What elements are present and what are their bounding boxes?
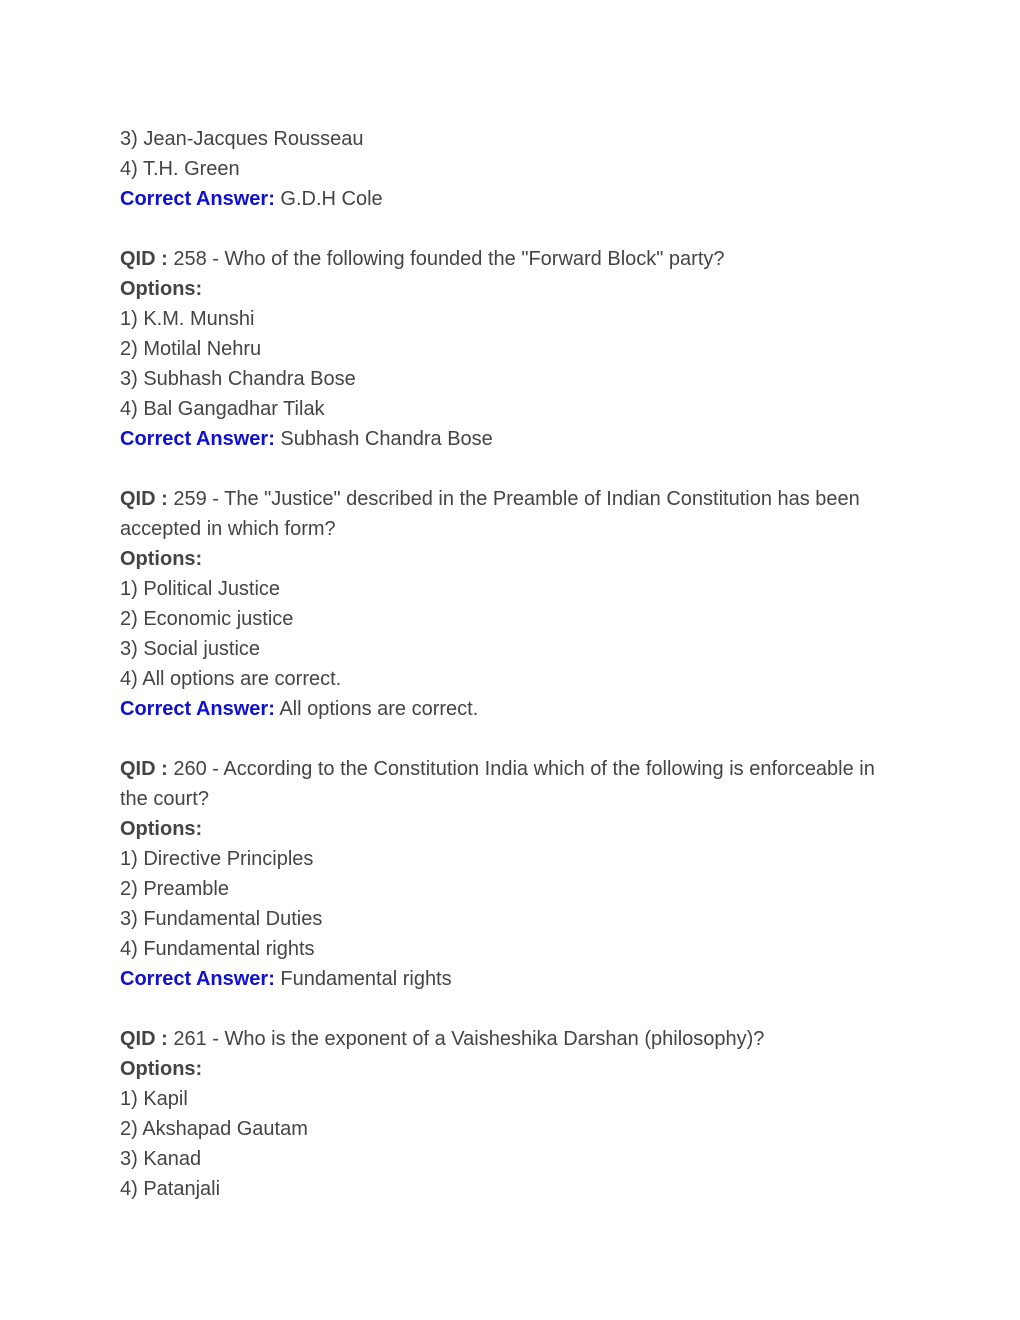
qid-label: QID :	[120, 488, 168, 510]
correct-answer-label: Correct Answer:	[120, 428, 275, 450]
options-label: Options:	[120, 278, 203, 300]
question-text: 259 - The "Justice" described in the Preamble of Indian Constitution has been accepted in which form?	[120, 488, 860, 540]
correct-answer-line	[120, 964, 900, 994]
option-line: 3) Subhash Chandra Bose	[120, 368, 356, 390]
question-line	[120, 484, 900, 544]
correct-answer-label: Correct Answer:	[120, 698, 275, 720]
correct-answer-line	[120, 424, 900, 454]
question-block	[120, 244, 900, 454]
options-label: Options:	[120, 548, 203, 570]
option-line: 4) All options are correct.	[120, 668, 342, 690]
option-line: 3) Social justice	[120, 638, 261, 660]
correct-answer-label: Correct Answer:	[120, 968, 275, 990]
option-line: 1) Political Justice	[120, 578, 281, 600]
correct-answer-value: Fundamental rights	[274, 968, 452, 990]
document-page	[120, 124, 900, 1204]
option-line: 2) Preamble	[120, 878, 229, 900]
option-line: 1) Directive Principles	[120, 848, 314, 870]
qid-label: QID :	[120, 1028, 168, 1050]
option-line: 1) K.M. Munshi	[120, 308, 255, 330]
correct-answer-value: Subhash Chandra Bose	[274, 428, 493, 450]
question-line	[120, 1024, 900, 1054]
question-line	[120, 244, 900, 274]
options-label: Options:	[120, 818, 203, 840]
correct-answer-label: Correct Answer:	[120, 188, 275, 210]
question-text: 260 - According to the Constitution India which of the following is enforceable in the court?	[120, 758, 875, 810]
question-text: 261 - Who is the exponent of a Vaisheshika Darshan (philosophy)?	[167, 1028, 765, 1050]
option-line: 2) Motilal Nehru	[120, 338, 262, 360]
question-block	[120, 484, 900, 724]
option-line: 4) T.H. Green	[120, 158, 240, 180]
option-line: 3) Kanad	[120, 1148, 202, 1170]
option-line: 1) Kapil	[120, 1088, 188, 1110]
qid-label: QID :	[120, 758, 168, 780]
option-line: 3) Fundamental Duties	[120, 908, 323, 930]
option-line: 4) Fundamental rights	[120, 938, 315, 960]
option-line: 4) Bal Gangadhar Tilak	[120, 398, 325, 420]
question-block	[120, 1024, 900, 1204]
option-line: 2) Economic justice	[120, 608, 294, 630]
carryover-block	[120, 124, 900, 214]
question-text: 258 - Who of the following founded the "Forward Block" party?	[167, 248, 725, 270]
question-block	[120, 754, 900, 994]
options-label: Options:	[120, 1058, 203, 1080]
correct-answer-value: All options are correct.	[274, 698, 479, 720]
correct-answer-line	[120, 694, 900, 724]
option-line: 3) Jean-Jacques Rousseau	[120, 128, 364, 150]
option-line: 2) Akshapad Gautam	[120, 1118, 308, 1140]
correct-answer-value: G.D.H Cole	[274, 188, 383, 210]
correct-answer-line	[120, 184, 900, 214]
question-line	[120, 754, 900, 814]
option-line: 4) Patanjali	[120, 1178, 221, 1200]
qid-label: QID :	[120, 248, 168, 270]
